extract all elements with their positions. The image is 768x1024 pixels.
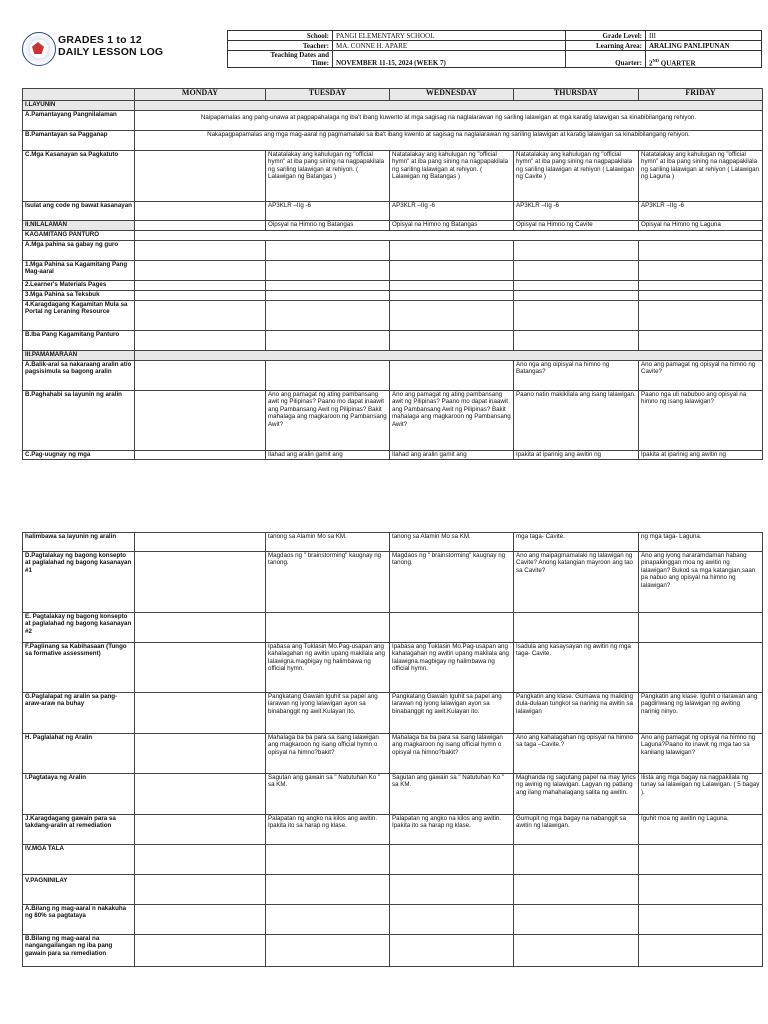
corner-cell [23, 89, 135, 101]
paghahabi-cell [135, 391, 266, 451]
balik-cell: Ano nga ang oipisyal na himno ng Batangas? [514, 361, 639, 391]
i-cell: Sagutan ang gawain sa " Natutuhan Ko " sa KM. [266, 774, 390, 815]
h-cell [135, 734, 266, 774]
info-table [227, 30, 762, 68]
pag-uugnay-cell: Ilahad ang aralin gamit ang [390, 451, 514, 460]
school-label: School: [228, 31, 333, 41]
paghahabi-cell: Paano nga uli nabubuo ang opisyal na himno ng isang lalawigan? [639, 391, 763, 451]
section-tala: IV.MGA TALA [23, 845, 135, 875]
lesson-log-table-part2 [22, 532, 763, 967]
teacher-value: MA. CONNE H. APARE [333, 41, 566, 51]
nilalaman-cell: Opisyal na Himno ng Laguna [639, 221, 763, 231]
row-label: F.Paglinang sa Kabihasaan (Tungo sa formative assessment) [23, 643, 135, 693]
kasanayan-cell [135, 151, 266, 202]
row-label: 4.Karagdagang Kagamitan Mula sa Portal ng Leraning Resource [23, 301, 135, 331]
balik-cell: Ano ang pamagat ng opisyal na himno ng Cavite? [639, 361, 763, 391]
row-label: I.Pagtataya ng Aralin [23, 774, 135, 815]
paghahabi-cell: Paano natin makikilala ang isang lalawigan. [514, 391, 639, 451]
row-label: A.Bilang ng mag-aaral n nakakuha ng 80% sa pagtataya [23, 905, 135, 935]
i-cell [135, 774, 266, 815]
i-cell: Maghanda ng sagutang papel na may lyrics ng awinig ng lalawigan. Lagyan ng patlang ang ilang mahahalagang salita ng awitin. [514, 774, 639, 815]
nilalaman-cell: Opisyal na Himno ng Batangas [390, 221, 514, 231]
row-label: D.Pagtalakay ng bagong konsepto at paglalahad ng bagong kasanayan #1 [23, 552, 135, 613]
row-label: B.Paghahabi sa layunin ng aralin [23, 391, 135, 451]
document-header [22, 30, 762, 72]
row-label: B.Bilang ng mag-aaral na nangangailangan ng iba pang gawain para sa remediation [23, 935, 135, 967]
day-header: FRIDAY [639, 89, 763, 101]
day-header: MONDAY [135, 89, 266, 101]
section-pagninilay: V.PAGNINILAY [23, 875, 135, 905]
paghahabi-cell: Ano ang pamagat ng ating pambansang awit ng Pilipinas? Paano mo dapat inaawit ang Pambansang Awit ng Pilipinas? Bakit mahalaga ang magkaroon ng Pambansang Awit? [266, 391, 390, 451]
paghahabi-cell: Ano ang pamagat ng ating pambansang awit ng Pilipinas? Paano mo dapat inaawit ang Pambansang Awit ng Pilipinas? Bakit mahalaga ang magkaroon ng Pambansang Awit? [390, 391, 514, 451]
d-cell: Ano ang iyong nararamdaman habang pinapakinggan moa ng awitin ng lalawigan? Bukod sa mga katangian,saan pa nabuo ang opisyal na himno ng lalawigan? [639, 552, 763, 613]
section-nilalaman: II.NILALAMAN [23, 221, 135, 231]
code-cell: AP3KLR –IIg -6 [390, 202, 514, 221]
area-label: Learning Area: [566, 41, 646, 51]
day-header: WEDNESDAY [390, 89, 514, 101]
quarter-value: 2ND QUARTER [646, 51, 762, 68]
halimbawa-cell: ng mga taga- Laguna. [639, 533, 763, 552]
d-cell: Magdaos ng " brainstorming" kaugnay ng tanong. [390, 552, 514, 613]
row-label: E. Pagtalakay ng bagong konsepto at paglalahad ng bagong kasanayan #2 [23, 613, 135, 643]
nilalaman-cell: Opisyal na Himno ng Cavite [514, 221, 639, 231]
h-cell: Ano ang kahalagahan ng opisyal na himno sa taga –Cavite.? [514, 734, 639, 774]
g-cell: Pangkatin ang klase. Iguhit o ilarawan ang pagdiriwang ng lalawigan ng awiting narinig ninyo. [639, 693, 763, 734]
row-label: H. Paglalahat ng Aralin [23, 734, 135, 774]
row-label: 3.Mga Pahina sa Teksbuk [23, 291, 135, 301]
code-cell [135, 202, 266, 221]
row-label: 1.Mga Pahina sa Kagamitang Pang Mag-aaral [23, 261, 135, 281]
balik-cell [266, 361, 390, 391]
g-cell: Pangkatin ang klase. Gumawa ng maikling dula-dulaan tungkol sa narinig na awitin sa lalawigan [514, 693, 639, 734]
nilalaman-cell: Oipsyal na Himno ng Batangas [266, 221, 390, 231]
day-header: THURSDAY [514, 89, 639, 101]
school-value: PANGI ELEMENTARY SCHOOL [333, 31, 566, 41]
pag-uugnay-cell [135, 451, 266, 460]
g-cell: Pangkatang Gawain Iguhit sa papel ang larawan ng iyong lalawigan ayon sa binabanggit ng awit.Kulayan ito. [266, 693, 390, 734]
section-pamamaraan: III.PAMAMARAAN [23, 351, 135, 361]
kasanayan-cell: Natatalakay ang kahulugan ng "official hymn" at iba pang sining na nagpapakilala ng sariling lalawigan at rehiyon ( Lalawigan ng Laguna ) [639, 151, 763, 202]
document-title: GRADES 1 to 12 DAILY LESSON LOG [58, 34, 164, 58]
j-cell: Gumupit ng mga bagay na nabanggit sa awitin ng lalawigan. [514, 815, 639, 845]
row-label: B.Pamantayan sa Pagganap [23, 131, 135, 151]
kasanayan-cell: Natatalakay ang kahulugan ng "official hymn" at iba pang sining na nagpapakilala ng sariling lalawigan at rehiyon. ( Lalawigan ng Batangas ) [266, 151, 390, 202]
h-cell: Mahalaga ba ba para sa isang lalawigan ang magkaroon ng isang official hymn o opisyal na himno?bakit? [390, 734, 514, 774]
quarter-label: Quarter: [566, 51, 646, 68]
g-cell [135, 693, 266, 734]
g-cell: Pangkatang Gawain Iguhit sa papel ang larawan ng iyong lalawigan ayon sa binabanggit ng awit.Kulayan ito. [390, 693, 514, 734]
d-cell [135, 552, 266, 613]
j-cell: Iguhit moa ng awitin ng Laguna. [639, 815, 763, 845]
j-cell [135, 815, 266, 845]
pagganap-text: Nakapagpapamalas ang mga mag-aaral ng pagmamalaki sa iba't ibang kwento at sagisag na naglalarawan ng sariling lalawigan at karatig lalawigan sa kinabibilangang rehiyon. [135, 131, 763, 151]
row-label: C.Mga Kasanayan sa Pagkatuto [23, 151, 135, 202]
f-cell [135, 643, 266, 693]
row-label: C.Pag-uugnay ng mga [23, 451, 135, 460]
code-cell: AP3KLR –IIg -6 [266, 202, 390, 221]
halimbawa-cell: mga taga- Cavite. [514, 533, 639, 552]
kasanayan-cell: Natatalakay ang kahulugan ng "official hymn" at iba pang sining na nagpapakilala ng sariling lalawigan at rehiyon ( Lalawigan ng Cavite ) [514, 151, 639, 202]
kasanayan-cell: Natatalakay ang kahulugan ng "official hymn" at iba pang sining na nagpapakilala ng sariling lalawigan at rehiyon. ( Lalawigan ng Batangas ) [390, 151, 514, 202]
row-label: A.Pamantayang Pangnilalaman [23, 111, 135, 131]
f-cell: Isadula ang kasaysayan ng awitin ng mga taga- Cavite. [514, 643, 639, 693]
section-layunin: I.LAYUNIN [23, 101, 135, 111]
i-cell: Sagutan ang gawain sa " Natutuhan Ko " sa KM. [390, 774, 514, 815]
code-cell: AP3KLR –IIg -6 [514, 202, 639, 221]
row-label: A.Mga pahina sa gabay ng guro [23, 241, 135, 261]
row-label: Isulat ang code ng bawat kasanayan [23, 202, 135, 221]
pag-uugnay-cell: Ipakita at iparinig ang awitin ng [514, 451, 639, 460]
grade-value: III [646, 31, 762, 41]
pag-uugnay-cell: Ilahad ang aralin gamit ang [266, 451, 390, 460]
balik-cell [135, 361, 266, 391]
row-label: G.Paglalapat ng aralin sa pang-araw-araw na buhay [23, 693, 135, 734]
f-cell: Ipabasa ang Tuklasin Mo.Pag-usapan ang kahalagahan ng awitin upang makilala ang lalawigna.magbigay ng halimbawa ng official hymn. [390, 643, 514, 693]
section-kagamitan: KAGAMITANG PANTURO [23, 231, 135, 241]
grade-label: Grade Level: [566, 31, 646, 41]
code-cell: AP3KLR –IIg -6 [639, 202, 763, 221]
pag-uugnay-cell: Ipakita at iparinig ang awitin ng [639, 451, 763, 460]
deped-seal-icon [22, 32, 56, 66]
dates-value: NOVEMBER 11-15, 2024 (WEEK 7) [333, 51, 566, 68]
f-cell: Ipabasa ang Tuklasin Mo.Pag-usapan ang kahalagahan ng awitin upang makilala ang lalawigna.magbigay ng halimbawa ng official hymn. [266, 643, 390, 693]
row-label: J.Karagdagang gawain para sa takdang-aralin at remediation [23, 815, 135, 845]
d-cell: Ano ang maipagmamalaki ng lalawigan ng Cavite? Anong katangian mayroon ang tao sa Cavite? [514, 552, 639, 613]
balik-cell [390, 361, 514, 391]
teacher-label: Teacher: [228, 41, 333, 51]
d-cell: Magdaos ng " brainstorming" kaugnay ng tanong. [266, 552, 390, 613]
row-label: 2.Learner's Materials Pages [23, 281, 135, 291]
halimbawa-cell: tanong sa Alamin Mo sa KM. [266, 533, 390, 552]
halimbawa-cell [135, 533, 266, 552]
halimbawa-cell: tanong sa Alamin Mo sa KM. [390, 533, 514, 552]
j-cell: Palapatan ng angko na kilos ang awitin. Ipakita ito sa harap ng klase. [390, 815, 514, 845]
day-header: TUESDAY [266, 89, 390, 101]
row-label: halimbawa sa layunin ng aralin [23, 533, 135, 552]
area-value: ARALING PANLIPUNAN [646, 41, 762, 51]
i-cell: Ilista ang mga bagay na nagpakilala ng tunay sa lalawigan ng Lalawigan. ( 5 bagay ). [639, 774, 763, 815]
h-cell: Mahalaga ba ba para sa isang lalawigan ang magkaroon ng isang official hymn o opisyal na himno?bakit? [266, 734, 390, 774]
pamantayang-text: Naipapamalas ang pang-unawa at pagpapahalaga ng iba't ibang kuwento at mga sagisag na naglalarawan ng sariling lalawigan at mga karatig lalawigan sa kinabibilangang rehiyon. [135, 111, 763, 131]
f-cell [639, 643, 763, 693]
j-cell: Palapatan ng angko na kilos ang awitin. Ipakita ito sa harap ng klase. [266, 815, 390, 845]
h-cell: Ano ang pamagat ng opisyal na himno ng Laguna?Paano ito inawit ng mga tao sa kanilang lalawigan? [639, 734, 763, 774]
nilalaman-cell [135, 221, 266, 231]
dates-label: Teaching Dates and Time: [228, 51, 333, 68]
row-label: A.Balik-aral sa nakaraang aralin at/o pagsisimula sa bagong aralin [23, 361, 135, 391]
lesson-log-table-part1 [22, 88, 763, 460]
row-label: B.Iba Pang Kagamitang Panturo [23, 331, 135, 351]
